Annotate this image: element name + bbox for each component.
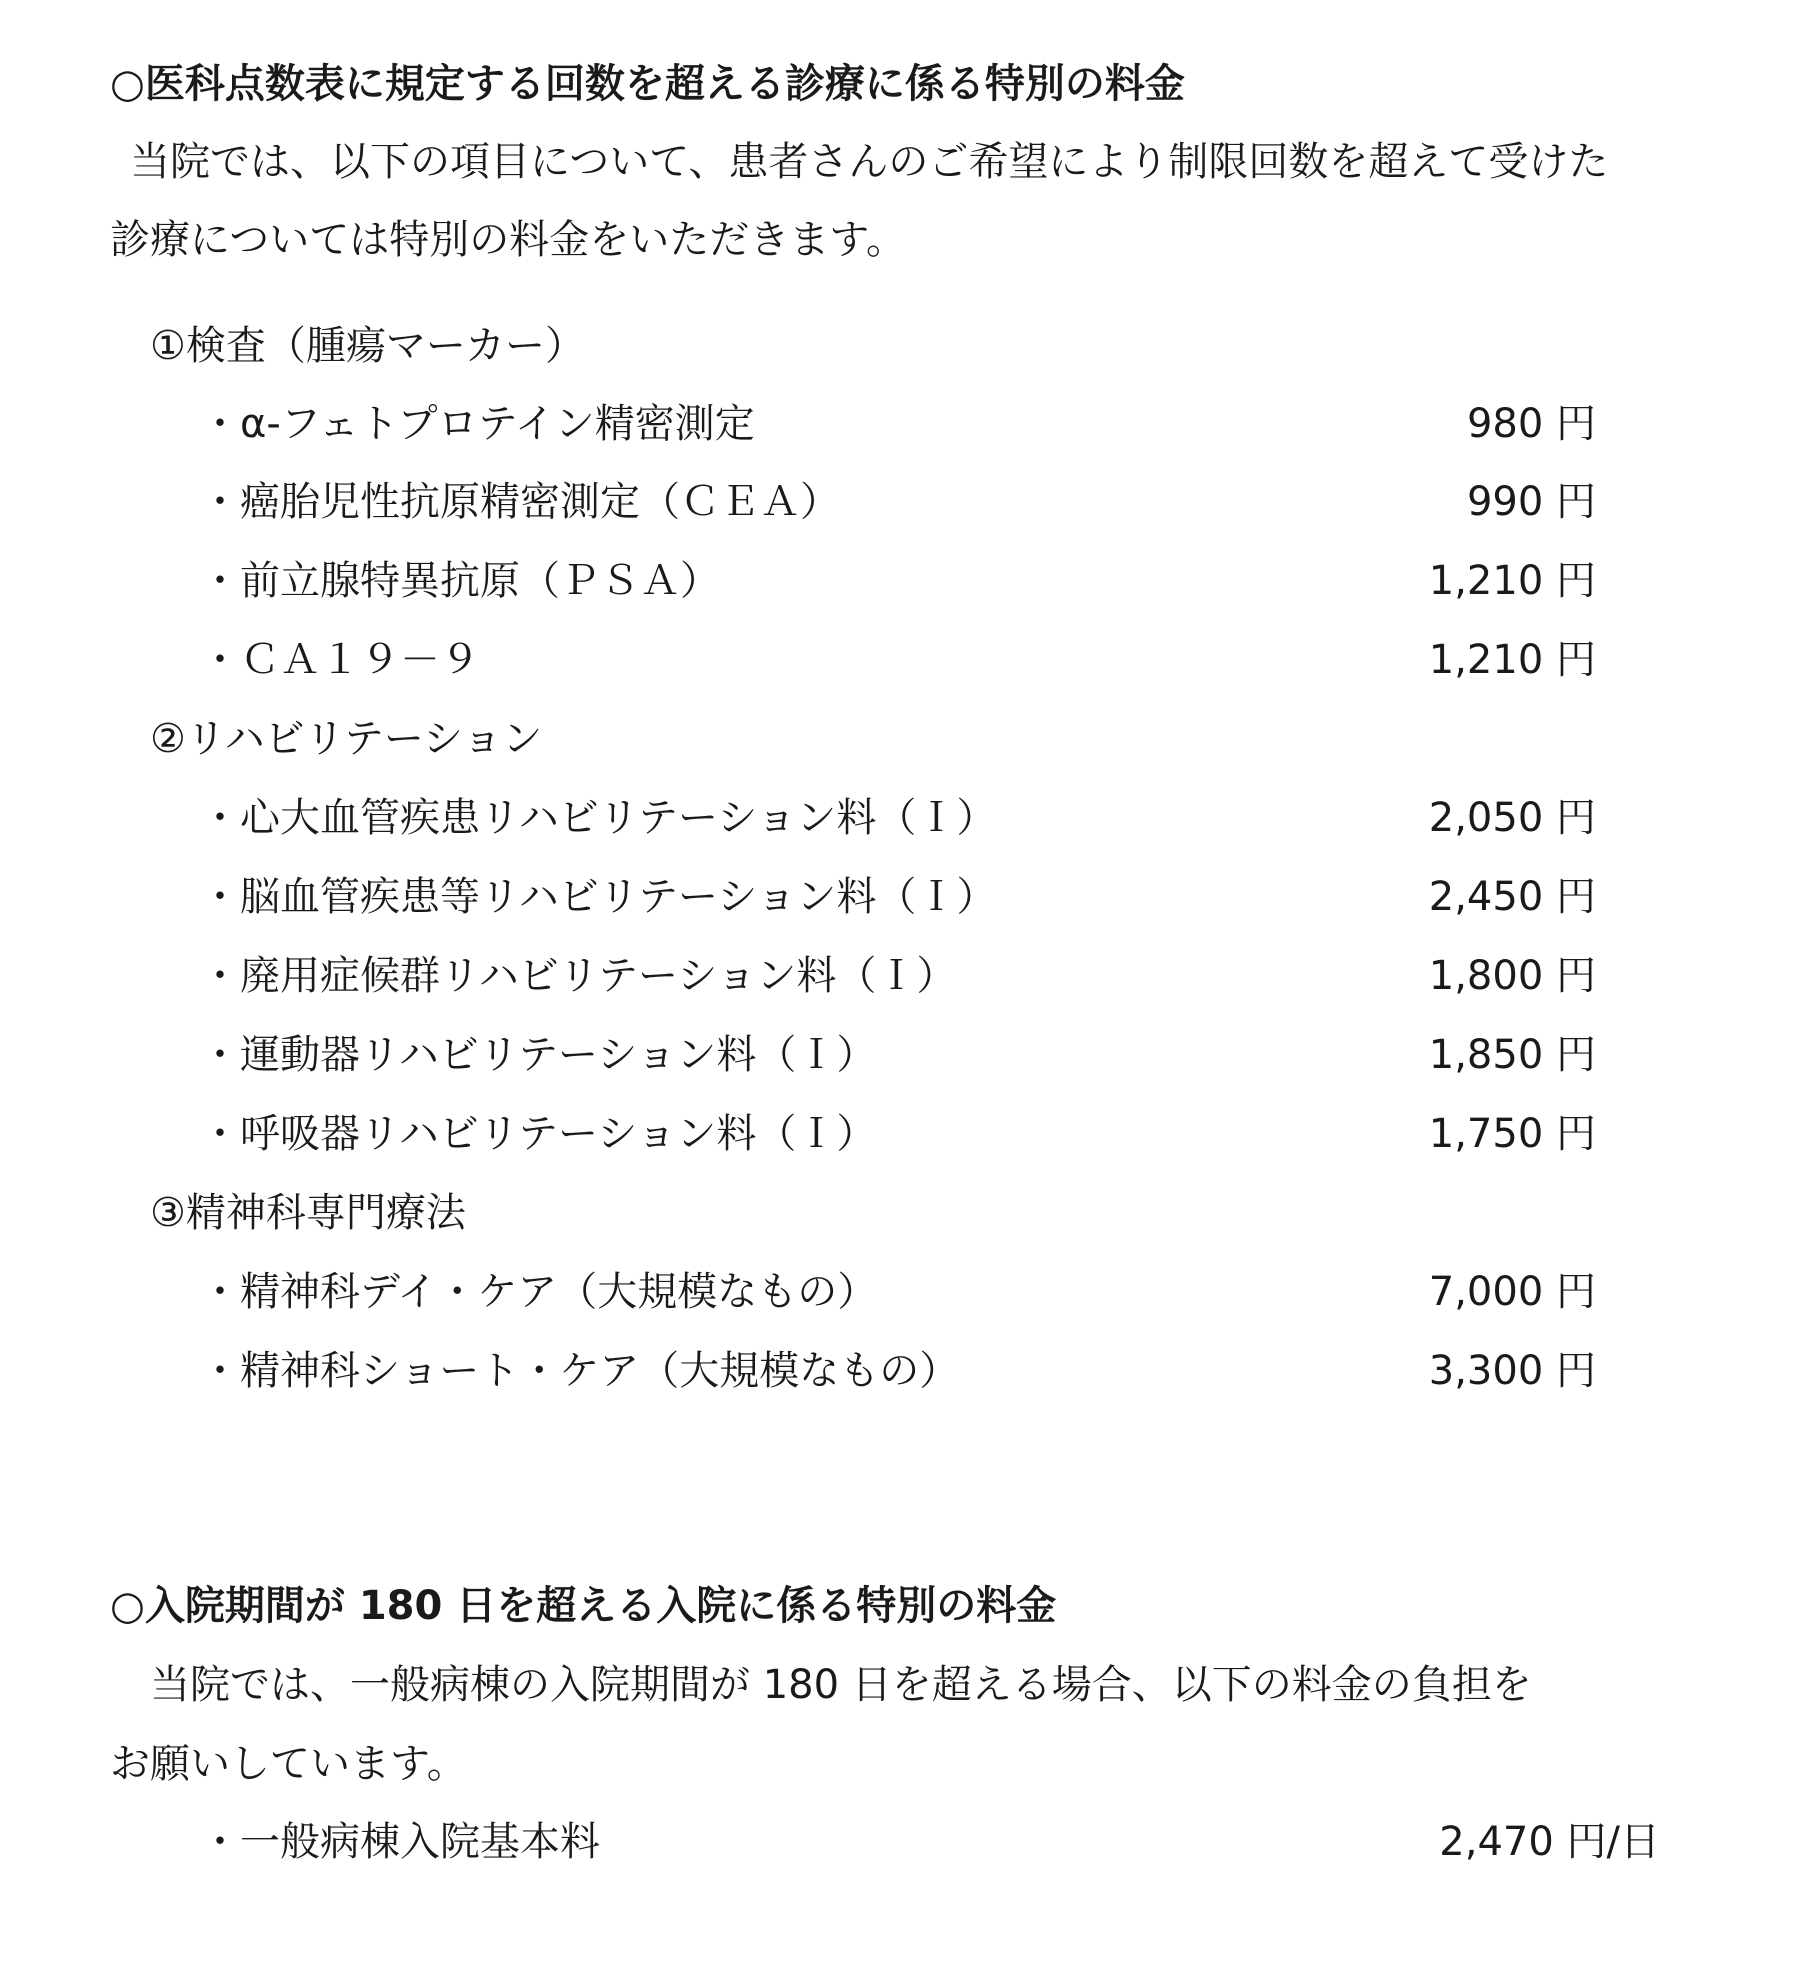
item-label: ・α-フェトプロテイン精密測定 [200, 401, 755, 447]
item-price: 1,800 円 [1428, 953, 1596, 999]
section2-heading: ○入院期間が 180 日を超える入院に係る特別の料金 [110, 1583, 1057, 1629]
item-label: ・精神科ショート・ケア（大規模なもの） [200, 1348, 960, 1394]
item-label: ・ＣＡ１９－９ [200, 637, 480, 683]
item-price: 7,000 円 [1428, 1269, 1596, 1315]
item-price: 3,300 円 [1428, 1348, 1596, 1394]
group2-title: ②リハビリテーション [150, 716, 543, 762]
item-price: 2,450 円 [1428, 874, 1596, 920]
item-label: ・心大血管疾患リハビリテーション料（Ｉ） [200, 795, 997, 841]
item-label: ・運動器リハビリテーション料（Ｉ） [200, 1032, 877, 1078]
section1-heading: ○医科点数表に規定する回数を超える診療に係る特別の料金 [110, 61, 1185, 107]
item-price: 980 円 [1466, 401, 1596, 447]
item-label: ・呼吸器リハビリテーション料（Ｉ） [200, 1111, 877, 1157]
item-price: 1,850 円 [1428, 1032, 1596, 1078]
section1-intro-line2: 診療については特別の料金をいただきます。 [110, 217, 906, 263]
item-price: 2,050 円 [1428, 795, 1596, 841]
item-label: ・脳血管疾患等リハビリテーション料（Ｉ） [200, 874, 997, 920]
item-label: ・一般病棟入院基本料 [200, 1819, 600, 1865]
section2-intro-line1: 当院では、一般病棟の入院期間が 180 日を超える場合、以下の料金の負担を [150, 1662, 1532, 1708]
item-label: ・精神科デイ・ケア（大規模なもの） [200, 1269, 878, 1315]
section1-intro-line1: 当院では、以下の項目について、患者さんのご希望により制限回数を超えて受けた [130, 139, 1609, 185]
group3-title: ③精神科専門療法 [150, 1190, 466, 1236]
item-price: 2,470 円/日 [1439, 1819, 1660, 1865]
item-price: 1,750 円 [1428, 1111, 1596, 1157]
group1-title: ①検査（腫瘍マーカー） [150, 323, 586, 369]
item-label: ・廃用症候群リハビリテーション料（Ｉ） [200, 953, 957, 999]
item-price: 1,210 円 [1428, 637, 1596, 683]
item-price: 990 円 [1466, 479, 1596, 525]
item-price: 1,210 円 [1428, 558, 1596, 604]
item-label: ・前立腺特異抗原（ＰＳＡ） [200, 558, 720, 604]
item-label: ・癌胎児性抗原精密測定（ＣＥＡ） [200, 479, 840, 525]
section2-intro-line2: お願いしています。 [110, 1741, 467, 1787]
